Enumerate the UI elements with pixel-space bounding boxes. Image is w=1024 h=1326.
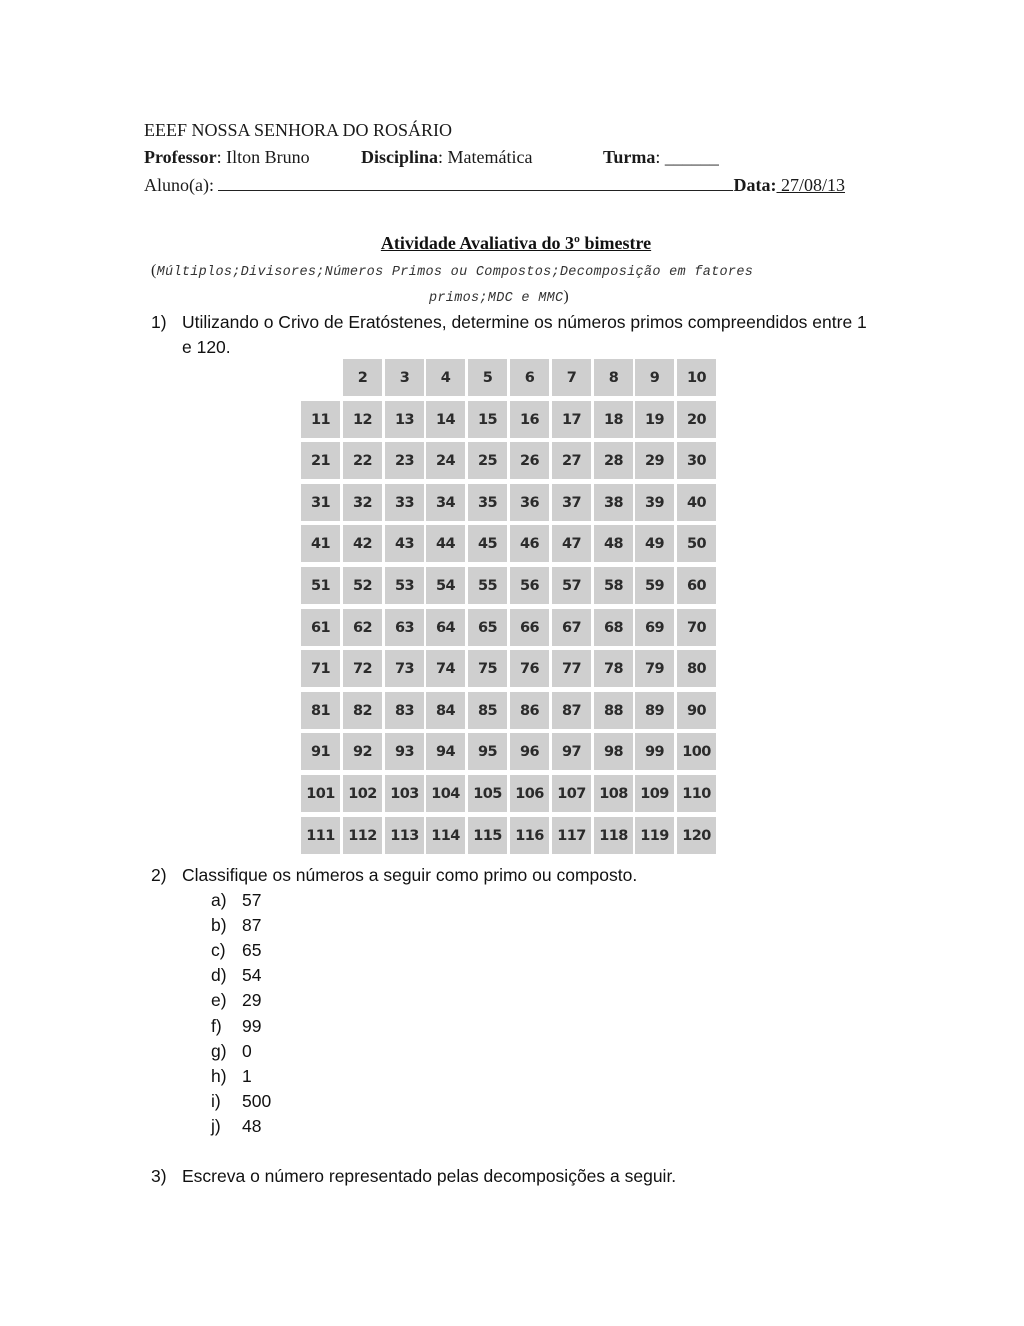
sieve-cell: 76	[510, 650, 549, 687]
question-2-item	[211, 915, 261, 936]
question-2-item	[211, 890, 261, 911]
sieve-cell: 22	[343, 442, 382, 479]
sieve-cell: 54	[426, 567, 465, 604]
question-2-item	[211, 1016, 261, 1037]
item-number: 54	[242, 965, 262, 986]
sieve-cell: 95	[468, 733, 507, 770]
sieve-cell: 30	[677, 442, 716, 479]
sieve-cell: 74	[426, 650, 465, 687]
class-line	[603, 147, 719, 168]
question-2-number: 2)	[151, 865, 167, 885]
sieve-cell: 101	[301, 775, 340, 812]
sieve-cell: 52	[343, 567, 382, 604]
sieve-cell: 73	[385, 650, 424, 687]
sieve-cell: 104	[426, 775, 465, 812]
sieve-cell: 59	[635, 567, 674, 604]
student-name-blank[interactable]	[218, 176, 733, 191]
sieve-cell: 78	[594, 650, 633, 687]
sieve-cell: 115	[468, 817, 507, 854]
item-number: 65	[242, 940, 262, 961]
sieve-cell: 117	[552, 817, 591, 854]
sieve-cell: 60	[677, 567, 716, 604]
sieve-cell: 106	[510, 775, 549, 812]
sieve-cell: 8	[594, 359, 633, 396]
sieve-cell: 19	[635, 401, 674, 438]
professor-value: : Ilton Bruno	[216, 147, 310, 167]
open-paren: (	[151, 262, 157, 279]
sieve-cell: 67	[552, 609, 591, 646]
question-3	[151, 1166, 676, 1187]
sieve-cell: 75	[468, 650, 507, 687]
sieve-cell: 29	[635, 442, 674, 479]
sieve-cell: 48	[594, 525, 633, 562]
sieve-cell: 34	[426, 484, 465, 521]
sieve-cell: 7	[552, 359, 591, 396]
item-label: g)	[211, 1040, 227, 1061]
sieve-cell: 85	[468, 692, 507, 729]
item-number: 87	[242, 915, 262, 936]
sieve-cell: 63	[385, 609, 424, 646]
question-2-item	[211, 990, 261, 1011]
sieve-cell: 69	[635, 609, 674, 646]
question-1-text: Utilizando o Crivo de Eratóstenes, determine os números primos compreendidos entre 1	[182, 312, 867, 332]
date-label: Data:	[733, 175, 777, 195]
discipline-value: : Matemática	[438, 147, 533, 167]
close-paren: )	[563, 288, 570, 305]
sieve-cell: 90	[677, 692, 716, 729]
sieve-cell: 72	[343, 650, 382, 687]
item-label: i)	[211, 1090, 221, 1111]
sieve-cell: 64	[426, 609, 465, 646]
student-label: Aluno(a):	[144, 175, 214, 195]
sieve-cell: 47	[552, 525, 591, 562]
subtitle-text-1: Múltiplos;Divisores;Números Primos ou Compostos;Decomposição em fatores	[156, 265, 754, 280]
sieve-cell: 68	[594, 609, 633, 646]
sieve-cell: 92	[343, 733, 382, 770]
sieve-cell: 32	[343, 484, 382, 521]
question-1-continuation: e 120.	[182, 337, 231, 357]
sieve-cell: 77	[552, 650, 591, 687]
sieve-cell: 107	[552, 775, 591, 812]
sieve-cell: 28	[594, 442, 633, 479]
item-label: e)	[211, 990, 227, 1011]
sieve-cell: 41	[301, 525, 340, 562]
question-2-item	[211, 940, 261, 961]
sieve-cell: 3	[385, 359, 424, 396]
sieve-cell: 114	[426, 817, 465, 854]
sieve-cell: 51	[301, 567, 340, 604]
sieve-cell: 43	[385, 525, 424, 562]
subtitle-line-1	[151, 262, 753, 280]
sieve-cell: 6	[510, 359, 549, 396]
item-label: d)	[211, 965, 227, 986]
professor-line	[144, 147, 310, 168]
question-3-text: Escreva o número representado pelas decomposições a seguir.	[182, 1166, 677, 1186]
sieve-cell: 120	[677, 817, 716, 854]
item-label: j)	[211, 1115, 221, 1136]
sieve-cell: 44	[426, 525, 465, 562]
question-2-item	[211, 1116, 261, 1137]
sieve-cell: 33	[385, 484, 424, 521]
class-value: : ______	[655, 147, 719, 167]
date-value: 27/08/13	[776, 175, 845, 195]
sieve-cell: 82	[343, 692, 382, 729]
sieve-cell: 71	[301, 650, 340, 687]
sieve-cell: 81	[301, 692, 340, 729]
question-1	[151, 312, 867, 333]
sieve-cell: 55	[468, 567, 507, 604]
sieve-cell: 53	[385, 567, 424, 604]
sieve-cell: 4	[426, 359, 465, 396]
sieve-empty-cell	[301, 359, 340, 396]
sieve-cell: 109	[635, 775, 674, 812]
sieve-cell: 9	[635, 359, 674, 396]
sieve-cell: 20	[677, 401, 716, 438]
sieve-cell: 42	[343, 525, 382, 562]
sieve-cell: 80	[677, 650, 716, 687]
sieve-cell: 23	[385, 442, 424, 479]
sieve-cell: 61	[301, 609, 340, 646]
sieve-cell: 24	[426, 442, 465, 479]
school-name: EEEF NOSSA SENHORA DO ROSÁRIO	[144, 120, 453, 140]
professor-label: Professor	[144, 147, 217, 167]
subtitle-line-2	[429, 288, 569, 306]
sieve-cell: 17	[552, 401, 591, 438]
item-label: h)	[211, 1065, 227, 1086]
sieve-cell: 113	[385, 817, 424, 854]
sieve-cell: 2	[343, 359, 382, 396]
sieve-cell: 57	[552, 567, 591, 604]
discipline-label: Disciplina	[361, 147, 439, 167]
sieve-cell: 10	[677, 359, 716, 396]
sieve-cell: 58	[594, 567, 633, 604]
sieve-cell: 93	[385, 733, 424, 770]
sieve-cell: 105	[468, 775, 507, 812]
activity-title: Atividade Avaliativa do 3º bimestre	[380, 233, 652, 253]
class-label: Turma	[603, 147, 656, 167]
sieve-cell: 94	[426, 733, 465, 770]
sieve-cell: 88	[594, 692, 633, 729]
sieve-cell: 26	[510, 442, 549, 479]
sieve-cell: 16	[510, 401, 549, 438]
sieve-cell: 35	[468, 484, 507, 521]
sieve-cell: 79	[635, 650, 674, 687]
item-label: f)	[211, 1015, 222, 1036]
sieve-cell: 36	[510, 484, 549, 521]
sieve-cell: 62	[343, 609, 382, 646]
item-number: 57	[242, 890, 262, 910]
question-2-text: Classifique os números a seguir como primo ou composto.	[182, 865, 638, 885]
item-number: 1	[242, 1065, 252, 1086]
sieve-cell: 56	[510, 567, 549, 604]
sieve-cell: 65	[468, 609, 507, 646]
sieve-cell: 100	[677, 733, 716, 770]
sieve-cell: 15	[468, 401, 507, 438]
sieve-cell: 89	[635, 692, 674, 729]
sieve-cell: 103	[385, 775, 424, 812]
sieve-cell: 99	[635, 733, 674, 770]
sieve-cell: 21	[301, 442, 340, 479]
sieve-cell: 110	[677, 775, 716, 812]
sieve-cell: 49	[635, 525, 674, 562]
sieve-cell: 96	[510, 733, 549, 770]
item-number: 29	[242, 990, 262, 1011]
sieve-cell: 18	[594, 401, 633, 438]
sieve-cell: 46	[510, 525, 549, 562]
sieve-cell: 45	[468, 525, 507, 562]
question-2-item	[211, 965, 261, 986]
sieve-cell: 27	[552, 442, 591, 479]
sieve-cell: 14	[426, 401, 465, 438]
sieve-cell: 112	[343, 817, 382, 854]
discipline-line	[361, 147, 533, 168]
question-3-number: 3)	[151, 1166, 167, 1186]
sieve-cell: 84	[426, 692, 465, 729]
sieve-cell: 102	[343, 775, 382, 812]
item-number: 48	[242, 1115, 262, 1136]
sieve-cell: 108	[594, 775, 633, 812]
sieve-cell: 119	[635, 817, 674, 854]
sieve-cell: 116	[510, 817, 549, 854]
sieve-cell: 11	[301, 401, 340, 438]
sieve-cell: 98	[594, 733, 633, 770]
sieve-cell: 91	[301, 733, 340, 770]
item-label: b)	[211, 915, 227, 936]
eratosthenes-sieve-grid	[301, 359, 718, 855]
item-number: 500	[242, 1090, 272, 1111]
question-2-item	[211, 1091, 271, 1112]
sieve-cell: 97	[552, 733, 591, 770]
sieve-cell: 118	[594, 817, 633, 854]
item-label: a)	[211, 890, 227, 910]
item-number: 99	[242, 1015, 262, 1036]
item-label: c)	[211, 940, 226, 961]
sieve-cell: 86	[510, 692, 549, 729]
question-2	[151, 865, 637, 886]
subtitle-text-2: primos;MDC e MMC	[429, 291, 564, 306]
sieve-cell: 5	[468, 359, 507, 396]
sieve-cell: 39	[635, 484, 674, 521]
question-1-number: 1)	[151, 312, 167, 332]
sieve-cell: 66	[510, 609, 549, 646]
sieve-cell: 25	[468, 442, 507, 479]
sieve-cell: 13	[385, 401, 424, 438]
sieve-cell: 111	[301, 817, 340, 854]
sieve-cell: 38	[594, 484, 633, 521]
sieve-cell: 50	[677, 525, 716, 562]
student-line	[144, 175, 845, 196]
sieve-cell: 70	[677, 609, 716, 646]
sieve-cell: 37	[552, 484, 591, 521]
sieve-cell: 83	[385, 692, 424, 729]
sieve-cell: 12	[343, 401, 382, 438]
sieve-cell: 31	[301, 484, 340, 521]
sieve-cell: 87	[552, 692, 591, 729]
question-2-item	[211, 1066, 252, 1087]
sieve-cell: 40	[677, 484, 716, 521]
question-2-item	[211, 1041, 252, 1062]
item-number: 0	[242, 1040, 252, 1061]
